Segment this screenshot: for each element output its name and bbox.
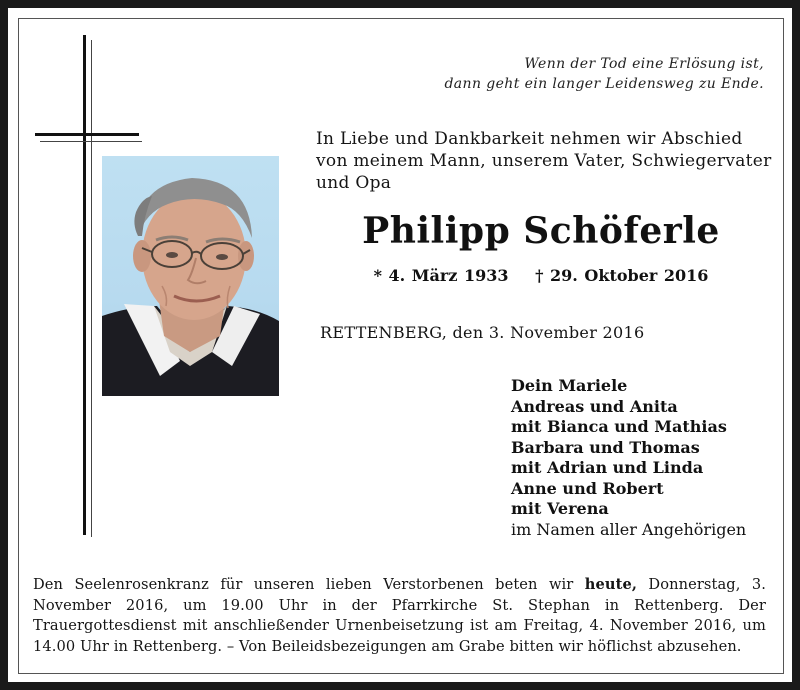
motto-line-1: Wenn der Tod eine Erlösung ist, [524,56,764,72]
death-date: † 29. Oktober 2016 [535,266,709,285]
motto-line-2: dann geht ein langer Leidensweg zu Ende. [444,76,764,92]
cross-icon-horizontal [35,133,139,136]
motto-quote [444,54,764,94]
mourner-line: mit Adrian und Linda [511,458,704,477]
portrait-image [102,156,279,396]
intro-line-2: von meinem Mann, unserem Vater, Schwiegervater [316,151,772,171]
intro-line-1: In Liebe und Dankbarkeit nehmen wir Abschied [316,129,743,149]
notice-part-2: Donnerstag, 3. November 2016, um 19.00 Uhr in der Pfarrkirche St. Stephan in Rettenberg. Der Trauergottesdienst mit anschließender Urnenbeisetzung ist am Freitag, 4. November 2016, um 14.00 Uhr in Rettenberg. – Von Beileidsbezeigungen am Grabe bitten wir höflichst abzusehen. [33,576,766,655]
cross-icon-vertical-shadow [91,40,92,537]
cross-icon-horizontal-shadow [40,141,142,142]
mourner-line: Barbara und Thomas [511,437,700,457]
mourner-line: Anne und Robert [511,478,664,498]
mourners-list [511,376,746,540]
birth-date: * 4. März 1933 [373,266,509,285]
mourner-line: Andreas und Anita [511,396,678,416]
mourner-line: Dein Mariele [511,376,628,395]
portrait-photo [102,156,279,396]
cross-icon-vertical [83,35,86,535]
deceased-name: Philipp Schöferle [362,210,720,252]
notice-emphasis: heute, [584,576,638,593]
mourners-closing: im Namen aller Angehörigen [511,519,747,539]
mourner-line: mit Bianca und Mathias [511,417,727,436]
place-and-date: RETTENBERG, den 3. November 2016 [320,323,645,342]
mourner-line: mit Verena [511,499,609,518]
notice-part-1: Den Seelenrosenkranz für unseren lieben Verstorbenen beten wir [33,576,585,593]
life-dates [316,266,766,285]
intro-text [316,128,776,194]
service-notice [33,575,766,657]
intro-line-3: und Opa [316,173,392,193]
